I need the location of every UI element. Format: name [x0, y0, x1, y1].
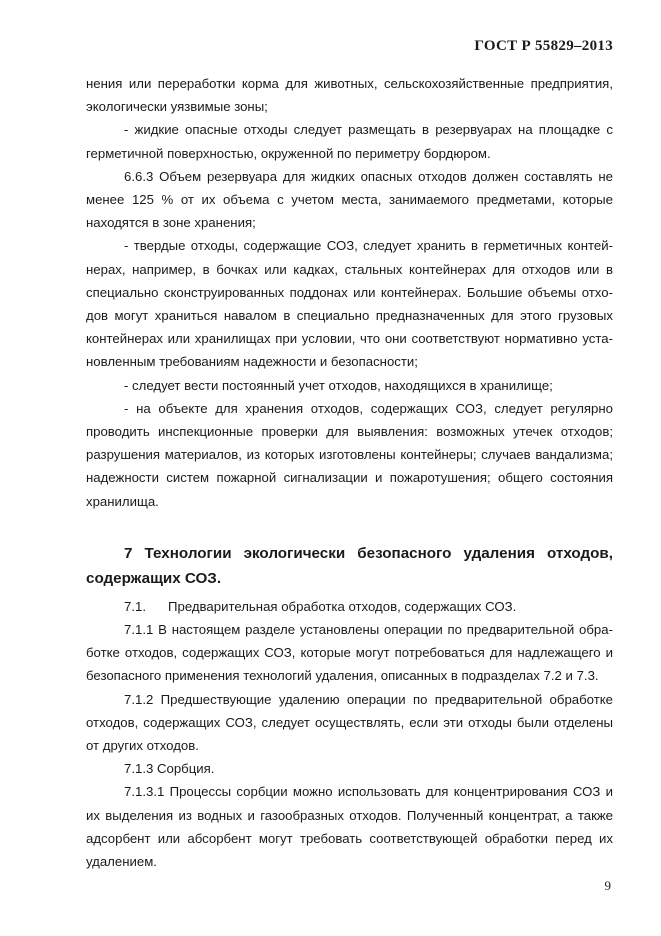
paragraph-7-1-3-1: 7.1.3.1 Процессы сорбции можно использовать для концентрирования СОЗ и их выделения из водных и газообразных отходов. Полученный концентрат, а также адсорбент или абсорбент могут требовать соответствующей обработки перед их удалением. — [86, 784, 613, 870]
subsection-7-1-title: Предварительная обработка отходов, содержащих СОЗ. — [168, 598, 517, 614]
page-number: 9 — [604, 878, 611, 893]
document-code: ГОСТ Р 55829–2013 — [474, 38, 613, 54]
paragraph-liquid-waste: - жидкие опасные отходы следует размещать в резервуарах на площадке с герметичной поверхностью, окруженной по периметру бордюром. — [86, 122, 613, 161]
subsection-7-1-3: 7.1.3 Сорбция. — [124, 761, 215, 777]
paragraph-inspections: - на объекте для хранения отходов, содержащих СОЗ, следует регулярно проводить инспекционные проверки для выявления: возможных утечек отходов; разрушения материалов, из которых изготовлены контейнеры; случаев вандализма; надежности систем пожарной сигнализации и пожаротушения; общего состояния хранилища. — [86, 400, 613, 509]
subsection-7-1 — [86, 595, 613, 618]
section-7-heading: 7 Технологии экологически безопасного удаления отходов, содержащих СОЗ. — [86, 544, 613, 587]
paragraph-continuation: нения или переработки корма для животных, сельскохозяйственные предприятия, экологически уязвимые зоны; — [86, 76, 613, 115]
paragraph-record-keeping: - следует вести постоянный учет отходов, находящихся в хранилище; — [124, 377, 553, 393]
document-body — [86, 72, 613, 873]
paragraph-7-1-2: 7.1.2 Предшествующие удалению операции по предварительной обработке отходов, содержащих СОЗ, следует осуществлять, если эти отходы были отделены от других отходов. — [86, 691, 613, 754]
paragraph-solid-waste: - твердые отходы, содержащие СОЗ, следует хранить в герметичных контейнерах, например, в бочках или кадках, стальных контейнерах для отходов или в специально сконструированных поддонах или контейнерах. Большие объемы отходов могут храниться навалом в специально предназначенных для этого грузовых контейнерах или хранилищах при условии, что они соответствуют нормативно установленным требованиям надежности и безопасности; — [86, 238, 613, 370]
subsection-7-1-number: 7.1. — [124, 598, 146, 614]
paragraph-6-6-3: 6.6.3 Объем резервуара для жидких опасных отходов должен составлять не менее 125 % от их объема с учетом места, занимаемого предметами, которые находятся в зоне хранения; — [86, 168, 613, 231]
paragraph-7-1-1: 7.1.1 В настоящем разделе установлены операции по предварительной обработке отходов, содержащих СОЗ, которые могут потребоваться для надлежащего и безопасного применения технологий удаления, описанных в подразделах 7.2 и 7.3. — [86, 622, 613, 684]
